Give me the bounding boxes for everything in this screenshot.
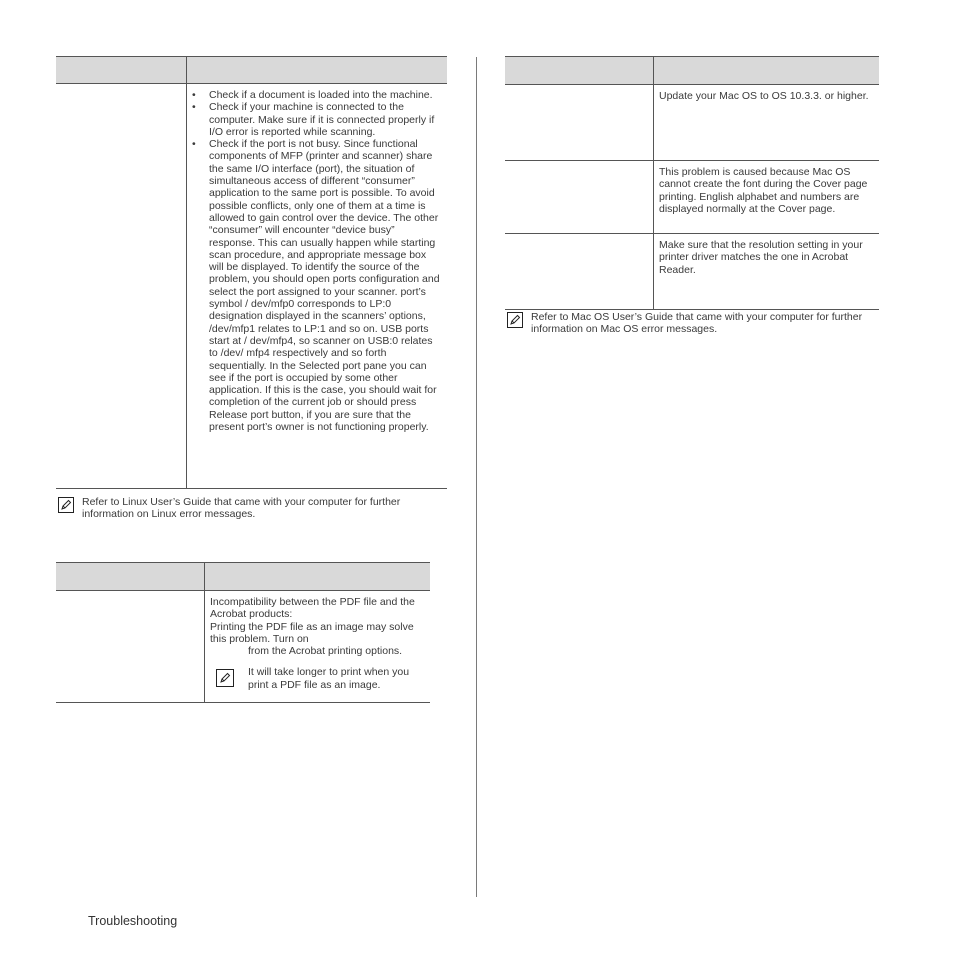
pdf-inline-note: [210, 666, 425, 691]
row-solution: [210, 596, 425, 691]
footer-section-title: Troubleshooting: [88, 914, 178, 928]
note-text: Refer to Mac OS User’s Guide that came with your computer for further information on Mac OS error messages.: [531, 311, 863, 336]
solution-line: from the Acrobat printing options.: [248, 645, 403, 658]
table-row: [56, 84, 447, 489]
table-row: [505, 161, 879, 234]
list-item: • Check if your machine is connected to the computer. Make sure if it is connected properly if I/O error is reported while scanning.: [190, 101, 442, 138]
list-item: • Check if a document is loaded into the machine.: [190, 89, 442, 101]
mac-note: [507, 311, 879, 336]
table-header: [56, 562, 430, 591]
table-header: [505, 56, 879, 85]
linux-problem-table: [56, 56, 447, 489]
row-solution: [190, 89, 442, 433]
mac-problem-table: [505, 56, 879, 310]
note-pencil-icon: [216, 669, 234, 687]
table-header: [56, 56, 447, 84]
linux-note: [58, 496, 448, 521]
row-solution: This problem is caused because Mac OS cannot create the font during the Cover page printing. English alphabet and numbers are displayed normally at the Cover page.: [659, 166, 868, 215]
column-divider: [476, 57, 477, 897]
pdf-problem-table: [56, 562, 430, 703]
note-pencil-icon: [58, 497, 74, 513]
table-row: [505, 234, 879, 310]
table-row: [505, 85, 879, 161]
table-row: [56, 591, 430, 703]
note-text: Refer to Linux User’s Guide that came with your computer for further information on Linux error messages.: [82, 496, 401, 521]
note-pencil-icon: [507, 312, 523, 328]
solution-line: Printing the PDF file as an image may solve this problem. Turn on: [210, 620, 414, 645]
row-solution: Update your Mac OS to OS 10.3.3. or higher.: [659, 90, 869, 102]
list-item: • Check if the port is not busy. Since functional components of MFP (printer and scanner) share the same I/O interface (port), the situation of simultaneous access of different “consumer” application to the same port is possible. To avoid possible conflicts, only one of them at a time is allowed to gain control over the device. The other “consumer” will encounter “device busy” response. This can usually happen while starting scan procedure, and appropriate message box will be displayed. To identify the source of the problem, you should open ports configuration and select the port assigned to your scanner. port’s symbol / dev/mfp0 corresponds to LP:0 designation displayed in the scanners’ options, /dev/mfp1 relates to LP:1 and so on. USB ports start at / dev/mfp4, so scanner on USB:0 relates to /dev/ mfp4 respectively and so forth sequentially. In the Selected port pane you can see if the port is occupied by some other application. If this is the case, you should wait for completion of the current job or should press Release port button, if you are sure that the present port’s owner is not functioning properly.: [190, 138, 442, 433]
solution-line: Incompatibility between the PDF file and the Acrobat products:: [210, 596, 415, 621]
note-text: It will take longer to print when you print a PDF file as an image.: [248, 666, 410, 691]
row-solution: Make sure that the resolution setting in your printer driver matches the one in Acrobat Reader.: [659, 239, 863, 276]
